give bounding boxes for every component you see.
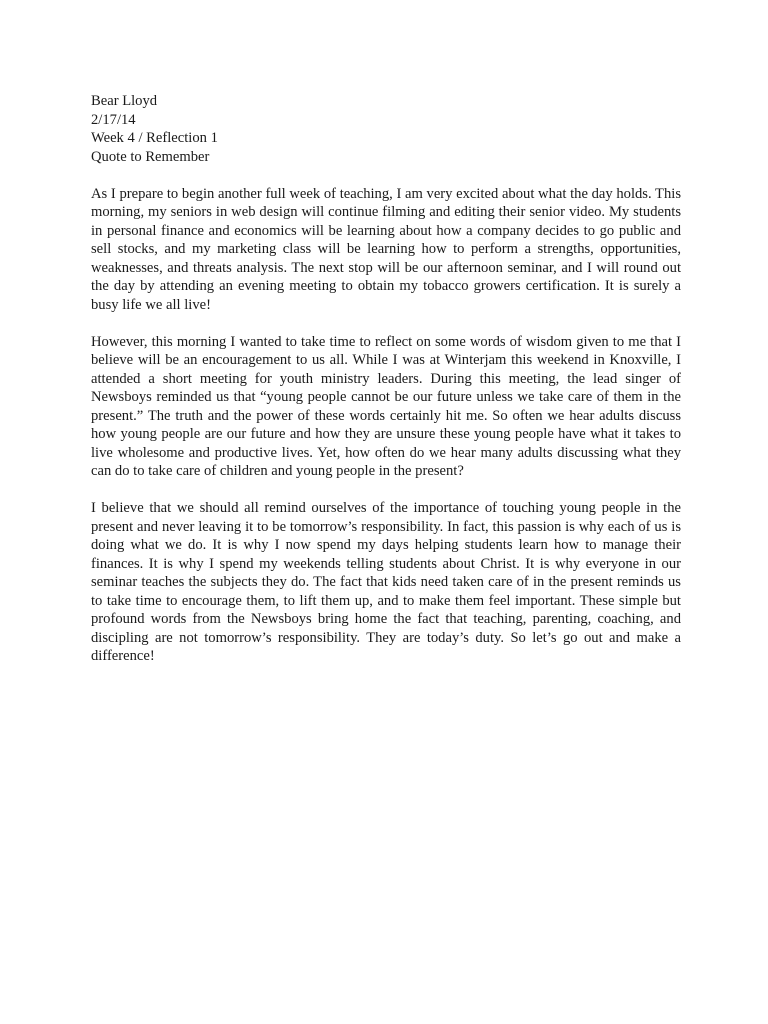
week-label: Week 4 / Reflection 1 (91, 130, 218, 146)
document-date: 2/17/14 (91, 111, 136, 128)
paragraph-1: As I prepare to begin another full week of teaching, I am very excited about what the day holds. This morning, my seniors in web design will continue filming and editing their senior video. My students in personal finance and economics will be learning about how a company decides to go public and sell stocks, and my marketing class will be learning how to perform a strengths, opportunities, weaknesses, and threats analysis. The next stop will be our afternoon seminar, and I will round out the day by attending an evening meeting to obtain my tobacco growers certification. It is surely a busy life we all live! (91, 185, 681, 313)
document-content (91, 92, 681, 684)
paragraph-3: I believe that we should all remind ourselves of the importance of touching young people in the present and never leaving it to be tomorrow’s responsibility. In fact, this passion is why each of us is doing what we do. It is why I now spend my days helping students learn how to manage their finances. It is why I spend my weekends telling students about Christ. It is why everyone in our seminar teaches the subjects they do. The fact that kids need taken care of in the present reminds us to take time to encourage them, to lift them up, and to make them feel important. These simple but profound words from the Newsboys bring home the fact that teaching, parenting, coaching, and discipling are not tomorrow’s responsibility. They are today’s duty. So let’s go out and make a difference! (91, 500, 681, 664)
document-title: Quote to Remember (91, 148, 210, 165)
author-name: Bear Lloyd (91, 93, 158, 109)
paragraph-2: However, this morning I wanted to take time to reflect on some words of wisdom given to me that I believe will be an encouragement to us all. While I was at Winterjam this weekend in Knoxville, I attended a short meeting for youth ministry leaders. During this meeting, the lead singer of Newsboys reminded us that “young people cannot be our future unless we take care of them in the present.” The truth and the power of these words certainly hit me. So often we hear adults discuss how young people are our future and how they are unsure these young people have what it takes to live wholesome and productive lives. Yet, how often do we hear many adults discussing what they can do to take care of children and young people in the present? (91, 333, 681, 479)
document-header (91, 92, 681, 166)
